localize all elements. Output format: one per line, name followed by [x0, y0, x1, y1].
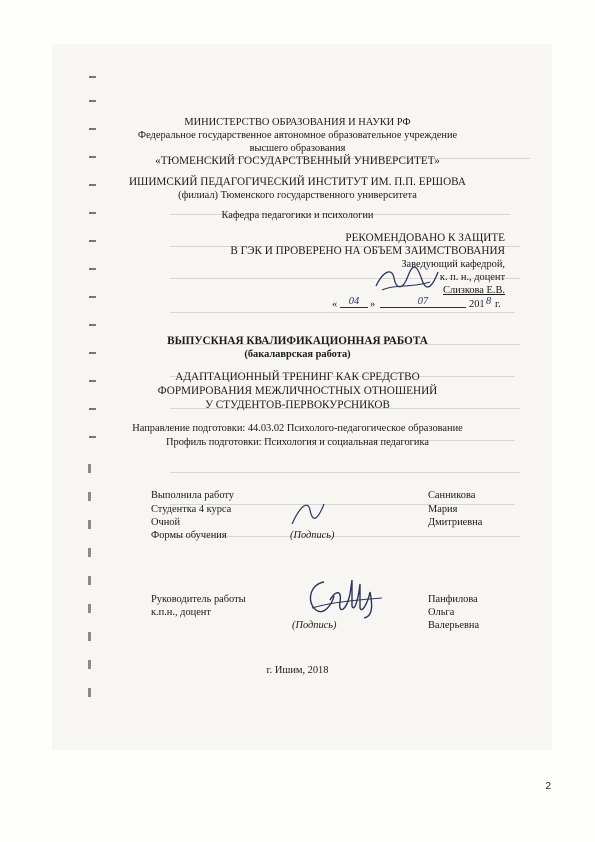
- date-day: 04: [340, 296, 368, 308]
- binding-mark: [88, 464, 91, 473]
- student-label-4: Формы обучения: [151, 530, 227, 541]
- place-and-year: г. Ишим, 2018: [266, 665, 329, 676]
- head-signature-icon: [372, 262, 442, 298]
- date-close-quote: »: [370, 299, 376, 310]
- supervisor-signature-icon: [302, 572, 384, 620]
- work-type: ВЫПУСКНАЯ КВАЛИФИКАЦИОННАЯ РАБОТА: [167, 335, 428, 347]
- binding-mark: [88, 632, 91, 641]
- binding-mark: [89, 324, 96, 326]
- binding-mark: [88, 492, 91, 501]
- approval-heading-1: РЕКОМЕНДОВАНО К ЗАЩИТЕ: [345, 232, 505, 244]
- binding-mark: [88, 688, 91, 697]
- student-name: Мария: [428, 504, 458, 515]
- binding-mark: [89, 268, 96, 270]
- binding-mark: [89, 100, 96, 102]
- student-signature-icon: [286, 496, 330, 530]
- agency-line-1: Федеральное государственное автономное образовательное учреждение: [137, 130, 458, 141]
- binding-mark: [88, 604, 91, 613]
- bleed-through-line: [170, 312, 515, 313]
- study-direction: Направление подготовки: 44.03.02 Психолого-педагогическое образование: [132, 423, 463, 434]
- title-line-3: У СТУДЕНТОВ-ПЕРВОКУРСНИКОВ: [205, 399, 390, 411]
- binding-mark: [89, 296, 96, 298]
- date-month: 07: [380, 296, 466, 308]
- title-line-2: ФОРМИРОВАНИЯ МЕЖЛИЧНОСТНЫХ ОТНОШЕНИЙ: [157, 385, 438, 397]
- title-line-1: АДАПТАЦИОННЫЙ ТРЕНИНГ КАК СРЕДСТВО: [175, 371, 420, 383]
- institute-name: ИШИМСКИЙ ПЕДАГОГИЧЕСКИЙ ИНСТИТУТ ИМ. П.П. ЕРШОВА: [128, 176, 467, 188]
- supervisor-signature-caption: (Подпись): [292, 620, 337, 631]
- page-number: 2: [545, 781, 551, 792]
- head-degree: к. п. н., доцент: [439, 272, 505, 283]
- branch-name: (филиал) Тюменского государственного университета: [178, 190, 417, 201]
- agency-line-2: высшего образования: [249, 143, 346, 154]
- supervisor-label-2: к.п.н., доцент: [151, 607, 211, 618]
- student-patronymic: Дмитриевна: [428, 517, 483, 528]
- binding-mark: [88, 576, 91, 585]
- head-title: Заведующий кафедрой,: [401, 259, 505, 270]
- binding-mark: [88, 520, 91, 529]
- student-surname: Санникова: [428, 490, 476, 501]
- university-name: «ТЮМЕНСКИЙ ГОСУДАРСТВЕННЫЙ УНИВЕРСИТЕТ»: [155, 155, 440, 167]
- study-profile: Профиль подготовки: Психология и социальная педагогика: [166, 437, 429, 448]
- binding-mark: [88, 548, 91, 557]
- department-name: Кафедра педагогики и психологии: [221, 210, 374, 221]
- ministry-name: МИНИСТЕРСТВО ОБРАЗОВАНИЯ И НАУКИ РФ: [184, 117, 411, 128]
- supervisor-surname: Панфилова: [428, 594, 478, 605]
- head-name: Слизкова Е.В.: [443, 285, 505, 296]
- student-label-3: Очной: [151, 517, 181, 528]
- date-year-word: г.: [495, 299, 501, 310]
- binding-mark: [89, 240, 96, 242]
- student-signature-caption: (Подпись): [290, 530, 335, 541]
- date-year-suffix: 8: [486, 296, 492, 307]
- bleed-through-line: [170, 472, 520, 473]
- approval-heading-2: В ГЭК И ПРОВЕРЕНО НА ОБЪЕМ ЗАИМСТВОВАНИЯ: [230, 245, 505, 257]
- student-label-2: Студентка 4 курса: [151, 504, 232, 515]
- student-label-1: Выполнила работу: [151, 490, 234, 501]
- date-year-prefix: 201: [469, 299, 485, 310]
- work-subtype: (бакалаврская работа): [244, 349, 351, 360]
- date-open-quote: «: [332, 299, 338, 310]
- binding-mark: [89, 76, 96, 78]
- supervisor-patronymic: Валерьевна: [428, 620, 480, 631]
- supervisor-name: Ольга: [428, 607, 455, 618]
- supervisor-label-1: Руководитель работы: [151, 594, 246, 605]
